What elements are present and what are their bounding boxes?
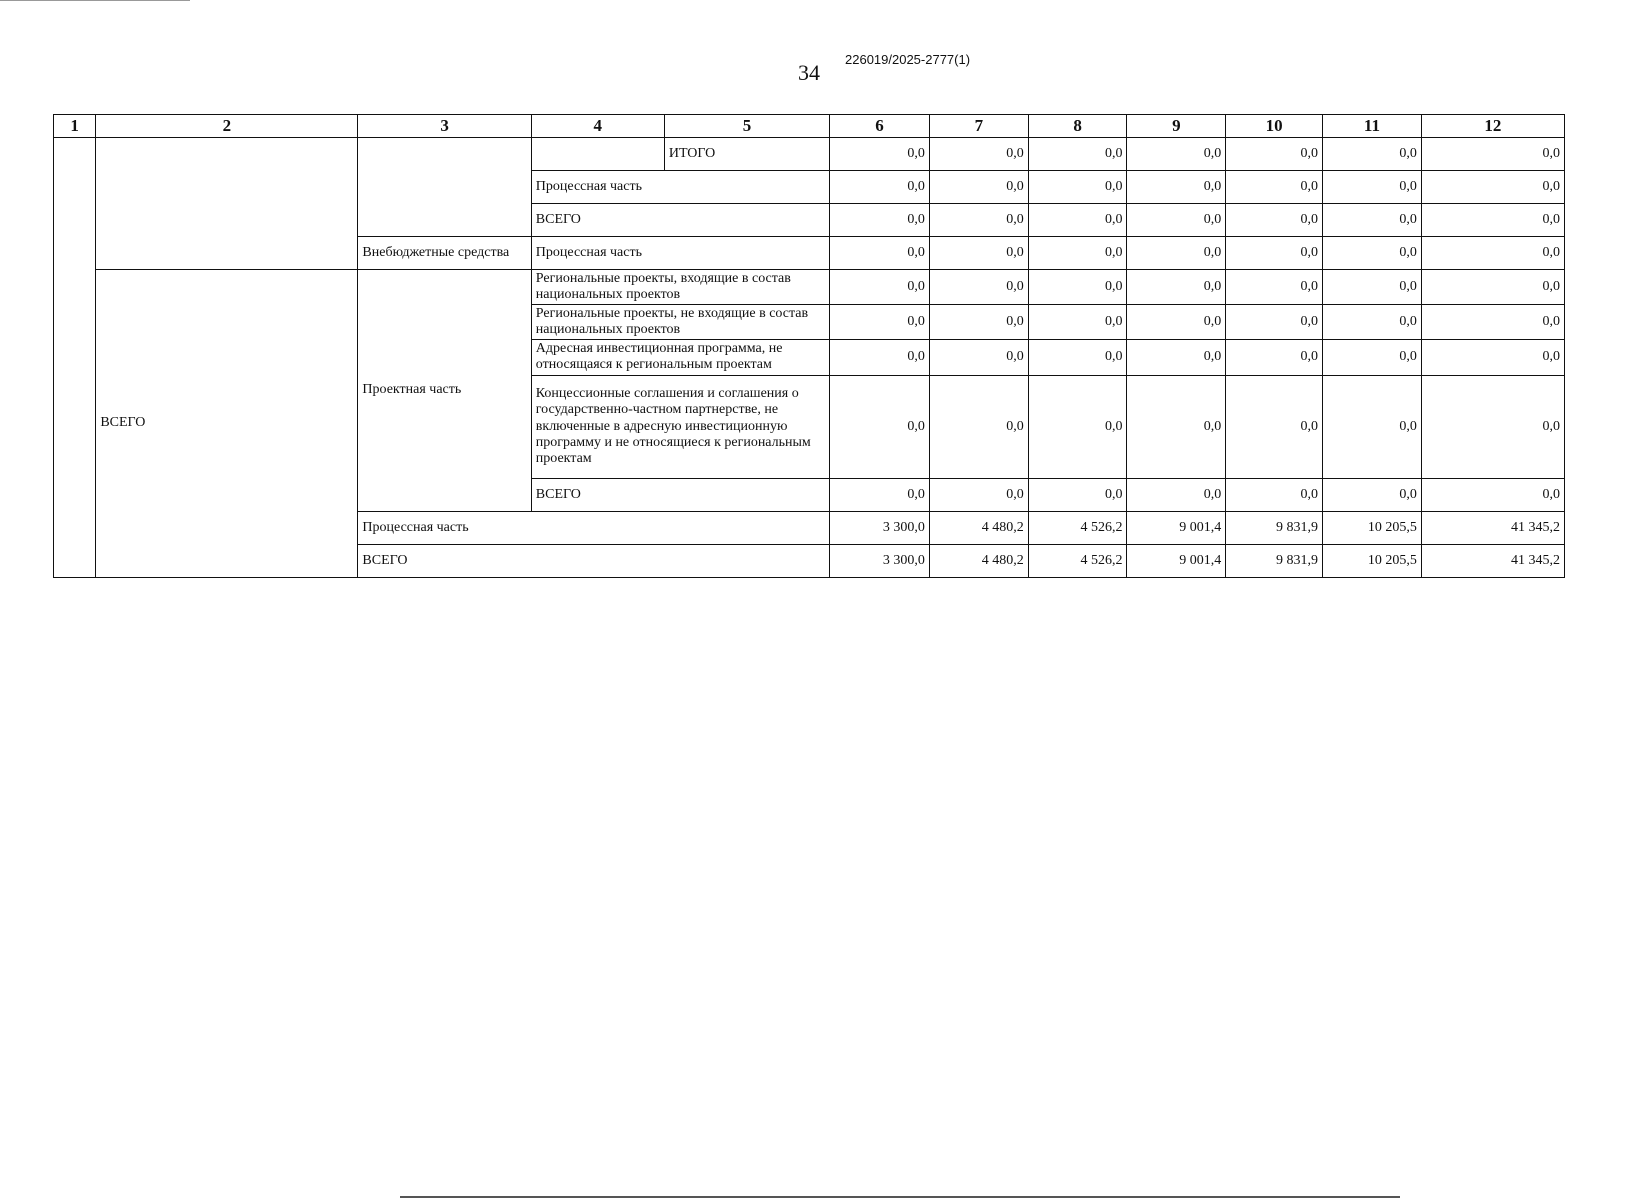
table-cell: 0,0 <box>1127 171 1226 204</box>
table-cell: 4 526,2 <box>1028 511 1127 544</box>
table-cell: 0,0 <box>1421 204 1564 237</box>
table-cell: 0,0 <box>1421 305 1564 340</box>
table-cell: 0,0 <box>1323 305 1422 340</box>
table-cell: 0,0 <box>929 340 1028 375</box>
table-cell: 0,0 <box>1127 340 1226 375</box>
table-cell: 0,0 <box>1127 270 1226 305</box>
row-label: Внебюджетные средства <box>358 237 531 270</box>
table-cell: 0,0 <box>1421 237 1564 270</box>
table-cell: 4 480,2 <box>929 544 1028 577</box>
table-cell: 0,0 <box>1127 138 1226 171</box>
table-cell: 0,0 <box>1421 375 1564 478</box>
table-cell: 0,0 <box>1226 237 1323 270</box>
table-cell: 0,0 <box>1226 270 1323 305</box>
row-label: Процессная часть <box>531 171 829 204</box>
table-cell: 0,0 <box>1028 305 1127 340</box>
table-cell <box>96 138 358 270</box>
table-cell: 0,0 <box>929 138 1028 171</box>
table-cell: 10 205,5 <box>1323 544 1422 577</box>
table-cell: 0,0 <box>1421 270 1564 305</box>
table-cell: 0,0 <box>929 270 1028 305</box>
table-cell: 0,0 <box>1421 138 1564 171</box>
row-label: ИТОГО <box>664 138 829 171</box>
column-header: 9 <box>1127 115 1226 138</box>
row-label: ВСЕГО <box>358 544 830 577</box>
table-cell: 0,0 <box>1028 340 1127 375</box>
table-row <box>54 270 1565 305</box>
column-header: 10 <box>1226 115 1323 138</box>
table-cell: 0,0 <box>929 375 1028 478</box>
table-cell: 0,0 <box>1127 305 1226 340</box>
table-cell: 0,0 <box>929 171 1028 204</box>
table-cell: 0,0 <box>1028 237 1127 270</box>
table-cell: 0,0 <box>830 138 930 171</box>
table-cell: 3 300,0 <box>830 511 930 544</box>
table-cell: 0,0 <box>929 237 1028 270</box>
table-cell: 3 300,0 <box>830 544 930 577</box>
column-header: 11 <box>1323 115 1422 138</box>
table-cell: 0,0 <box>1028 138 1127 171</box>
table-cell: 0,0 <box>1323 478 1422 511</box>
table-cell: 0,0 <box>1127 204 1226 237</box>
table-cell <box>54 138 96 578</box>
table-cell: 10 205,5 <box>1323 511 1422 544</box>
table-cell: 0,0 <box>830 375 930 478</box>
table-cell: 9 001,4 <box>1127 511 1226 544</box>
row-label: ВСЕГО <box>96 270 358 578</box>
table-cell: 0,0 <box>1323 340 1422 375</box>
column-header: 6 <box>830 115 930 138</box>
row-label: Концессионные соглашения и соглашения о государственно-частном партнерстве, не включенные в адресную инвестиционную программу и не относящиеся к региональным проектам <box>531 375 829 478</box>
table-cell: 0,0 <box>830 237 930 270</box>
table-cell <box>358 138 531 237</box>
row-label: Региональные проекты, входящие в состав национальных проектов <box>531 270 829 305</box>
table-cell: 4 526,2 <box>1028 544 1127 577</box>
table-cell: 0,0 <box>1226 375 1323 478</box>
table-cell <box>531 138 664 171</box>
budget-table <box>53 114 1565 578</box>
table-cell: 0,0 <box>830 340 930 375</box>
table-cell: 4 480,2 <box>929 511 1028 544</box>
table-cell: 0,0 <box>1226 138 1323 171</box>
row-label: ВСЕГО <box>531 478 829 511</box>
table-row <box>54 138 1565 171</box>
row-label: ВСЕГО <box>531 204 829 237</box>
table-cell: 41 345,2 <box>1421 511 1564 544</box>
table-cell: 0,0 <box>830 478 930 511</box>
table-cell: 0,0 <box>1323 270 1422 305</box>
table-cell: 0,0 <box>830 305 930 340</box>
column-header: 5 <box>664 115 829 138</box>
table-cell: 0,0 <box>1226 340 1323 375</box>
row-label: Адресная инвестиционная программа, не относящаяся к региональным проектам <box>531 340 829 375</box>
table-cell: 0,0 <box>1323 204 1422 237</box>
scan-edge-line <box>0 0 190 1</box>
table-cell: 0,0 <box>1226 204 1323 237</box>
table-cell: 0,0 <box>1323 375 1422 478</box>
table-cell: 0,0 <box>1028 270 1127 305</box>
column-header: 2 <box>96 115 358 138</box>
table-cell: 0,0 <box>1127 375 1226 478</box>
table-cell: 9 831,9 <box>1226 544 1323 577</box>
column-header: 4 <box>531 115 664 138</box>
table-cell: 0,0 <box>1028 204 1127 237</box>
column-header: 3 <box>358 115 531 138</box>
table-cell: 0,0 <box>830 204 930 237</box>
row-label: Процессная часть <box>531 237 829 270</box>
table-cell: 0,0 <box>1127 237 1226 270</box>
table-cell: 0,0 <box>1323 171 1422 204</box>
column-header: 1 <box>54 115 96 138</box>
table-cell: 0,0 <box>1028 171 1127 204</box>
table-cell: 0,0 <box>1226 305 1323 340</box>
column-header: 8 <box>1028 115 1127 138</box>
table-cell: 0,0 <box>1323 237 1422 270</box>
table-cell: 0,0 <box>929 305 1028 340</box>
row-label: Процессная часть <box>358 511 830 544</box>
column-header-row <box>54 115 1565 138</box>
table-cell: 0,0 <box>1323 138 1422 171</box>
table-cell: 9 831,9 <box>1226 511 1323 544</box>
column-header: 12 <box>1421 115 1564 138</box>
table-cell: 9 001,4 <box>1127 544 1226 577</box>
table-cell: 0,0 <box>1028 375 1127 478</box>
scan-edge-line <box>400 1196 1400 1198</box>
table-cell: 0,0 <box>929 204 1028 237</box>
page-number: 34 <box>798 60 820 85</box>
table-cell: 0,0 <box>1028 478 1127 511</box>
table-cell: 0,0 <box>929 478 1028 511</box>
table-cell: 0,0 <box>1226 478 1323 511</box>
column-header: 7 <box>929 115 1028 138</box>
table-cell: 0,0 <box>830 171 930 204</box>
table-cell: 0,0 <box>1421 478 1564 511</box>
row-label: Региональные проекты, не входящие в состав национальных проектов <box>531 305 829 340</box>
table-cell: 0,0 <box>1226 171 1323 204</box>
table-cell: 0,0 <box>1421 171 1564 204</box>
table-cell: 0,0 <box>1421 340 1564 375</box>
table-cell: 0,0 <box>1127 478 1226 511</box>
registration-number: 226019/2025-2777(1) <box>845 52 971 67</box>
table-cell: 41 345,2 <box>1421 544 1564 577</box>
table-cell: 0,0 <box>830 270 930 305</box>
row-label: Проектная часть <box>358 270 531 512</box>
